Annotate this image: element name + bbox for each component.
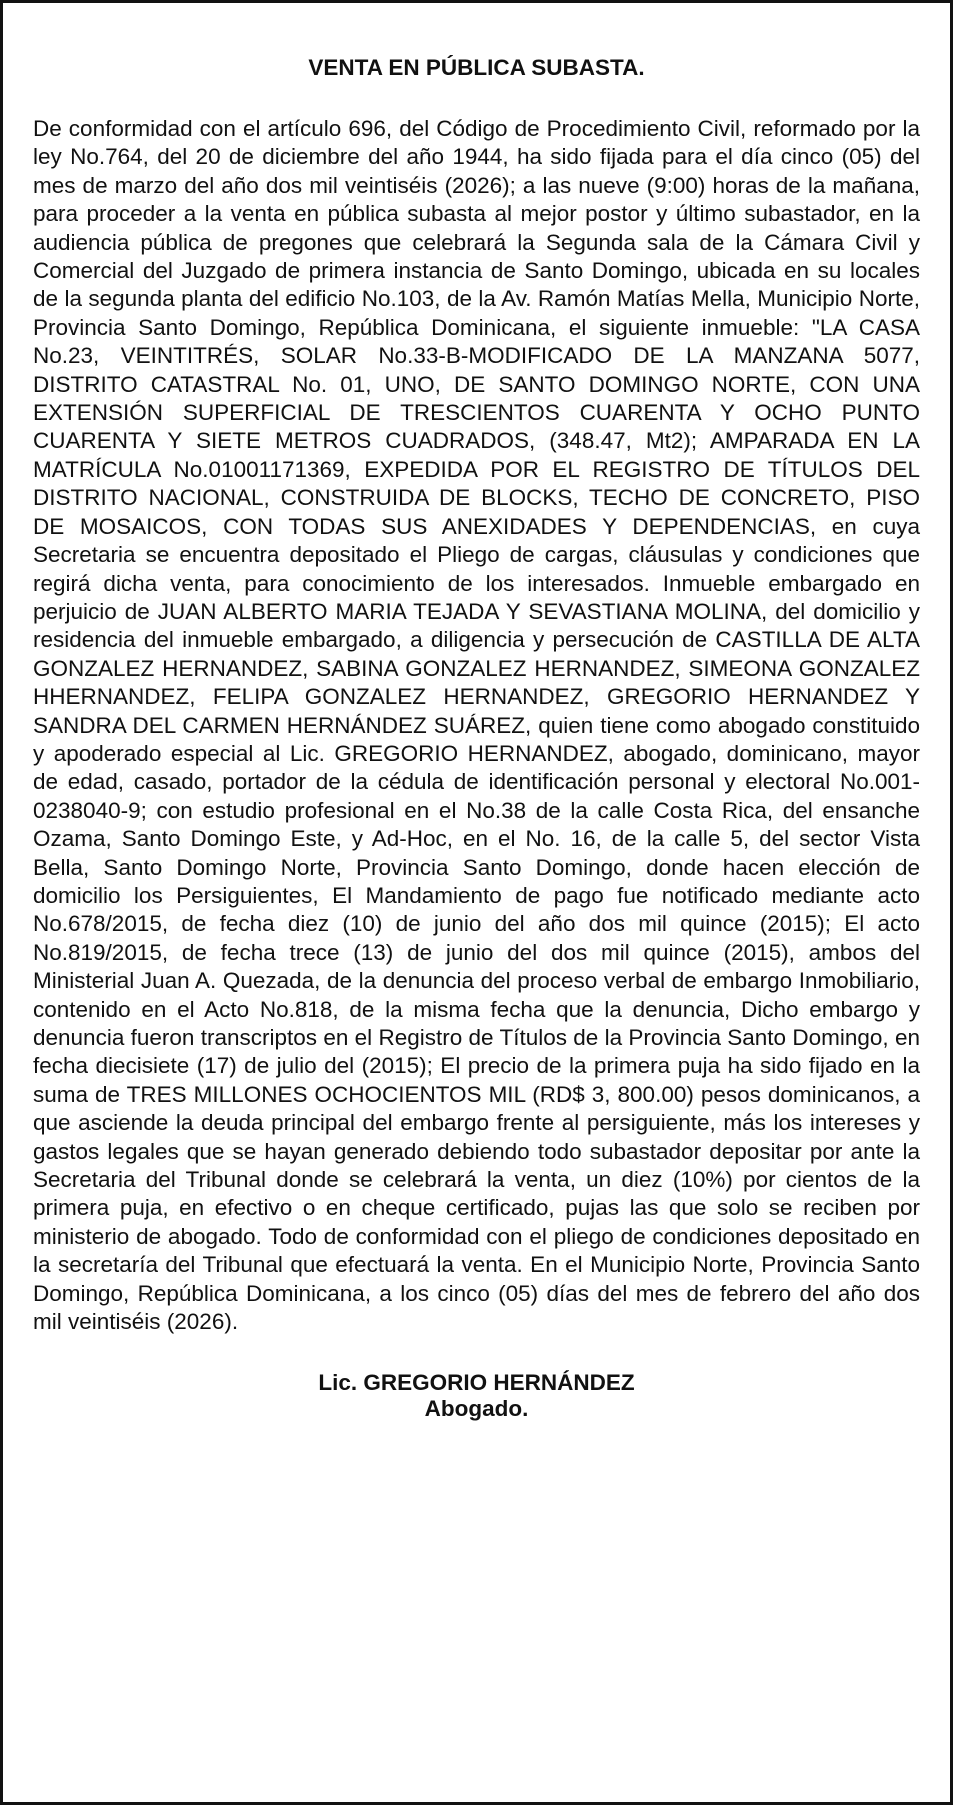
signature-role: Abogado. <box>424 1396 529 1422</box>
notice-title: VENTA EN PÚBLICA SUBASTA. <box>308 55 645 80</box>
notice-body: De conformidad con el artículo 696, del Código de Procedimiento Civil, reformado por la ley No.764, del 20 de diciembre del año 1944, ha sido fijada para el día cinco (05) del mes de marzo del año dos mil veintiséis (2026); a las nueve (9:00) horas de la mañana, para proceder a la venta en pública subasta al mejor postor y último subastador, en la audiencia pública de pregones que celebrará la Segunda sala de la Cámara Civil y Comercial del Juzgado de primera instancia de Santo Domingo, ubicada en su locales de la segunda planta del edificio No.103, de la Av. Ramón Matías Mella, Municipio Norte, Provincia Santo Domingo, República Dominicana, el siguiente inmueble: "LA CASA No.23, VEINTITRÉS, SOLAR No.33-B-MODIFICADO DE LA MANZANA 5077, DISTRITO CATASTRAL No. 01, UNO, DE SANTO DOMINGO NORTE, CON UNA EXTENSIÓN SUPERFICIAL DE TRESCIENTOS CUARENTA Y OCHO PUNTO CUARENTA Y SIETE METROS CUADRADOS, (348.47, Mt2); AMPARADA EN LA MATRÍCULA No.01001171369, EXPEDIDA POR EL REGISTRO DE TÍTULOS DEL DISTRITO NACIONAL, CONSTRUIDA DE BLOCKS, TECHO DE CONCRETO, PISO DE MOSAICOS, CON TODAS SUS ANEXIDADES Y DEPENDENCIAS, en cuya Secretaria se encuentra depositado el Pliego de cargas, cláusulas y condiciones que regirá dicha venta, para conocimiento de los interesados. Inmueble embargado en perjuicio de JUAN ALBERTO MARIA TEJADA Y SEVASTIANA MOLINA, del domicilio y residencia del inmueble embargado, a diligencia y persecución de CASTILLA DE ALTA GONZALEZ HERNANDEZ, SABINA GONZALEZ HERNANDEZ, SIMEONA GONZALEZ HHERNANDEZ, FELIPA GONZALEZ HERNANDEZ, GREGORIO HERNANDEZ Y SANDRA DEL CARMEN HERNÁNDEZ SUÁREZ, quien tiene como abogado constituido y apoderado especial al Lic. GREGORIO HERNANDEZ, abogado, dominicano, mayor de edad, casado, portador de la cédula de identificación personal y electoral No.001-0238040-9; con estudio profesional en el No.38 de la calle Costa Rica, del ensanche Ozama, Santo Domingo Este, y Ad-Hoc, en el No. 16, de la calle 5, del sector Vista Bella, Santo Domingo Norte, Provincia Santo Domingo, donde hacen elección de domicilio los Persiguientes, El Mandamiento de pago fue notificado mediante acto No.678/2015, de fecha diez (10) de junio del año dos mil quince (2015); El acto No.819/2015, de fecha trece (13) de junio del dos mil quince (2015), ambos del Ministerial Juan A. Quezada, de la denuncia del proceso verbal de embargo Inmobiliario, contenido en el Acto No.818, de la misma fecha que la denuncia, Dicho embargo y denuncia fueron transcriptos en el Registro de Títulos de la Provincia Santo Domingo, en fecha diecisiete (17) de julio del (2015); El precio de la primera puja ha sido fijado en la suma de TRES MILLONES OCHOCIENTOS MIL (RD$ 3, 800.00) pesos dominicanos, a que asciende la deuda principal del embargo frente al persiguiente, más los intereses y gastos legales que se hayan generado debiendo todo subastador depositar por ante la Secretaria del Tribunal donde se celebrará la venta, un diez (10%) por cientos de la primera puja, en efectivo o en cheque certificado, pujas las que solo se reciben por ministerio de abogado. Todo de conformidad con el pliego de condiciones depositado en la secretaría del Tribunal que efectuará la venta. En el Municipio Norte, Provincia Santo Domingo, República Dominicana, a los cinco (05) días del mes de febrero del año dos mil veintiséis (2026). <box>33 116 920 1335</box>
signature-name: Lic. GREGORIO HERNÁNDEZ <box>318 1370 635 1396</box>
signature-block <box>33 1370 920 1422</box>
